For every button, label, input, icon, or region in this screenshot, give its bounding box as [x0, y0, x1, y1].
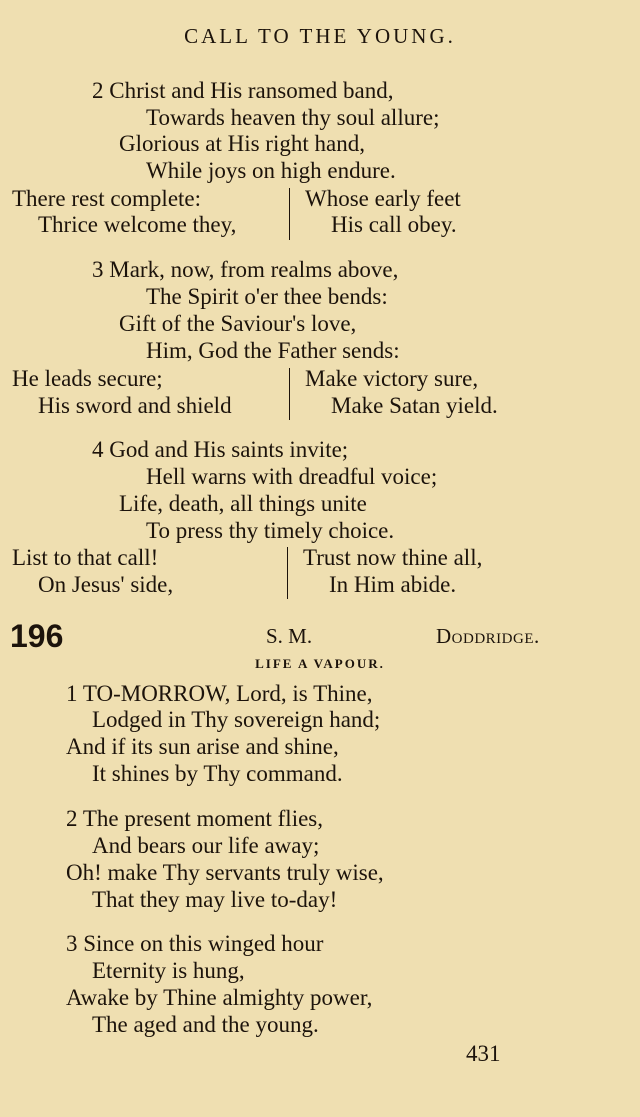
- refrain-left-line: List to that call!: [12, 545, 159, 570]
- verse-line: 3 Since on this winged hour: [66, 931, 324, 956]
- refrain-divider: [289, 188, 290, 240]
- refrain-right-line: His call obey.: [331, 212, 457, 237]
- verse-line: Gift of the Saviour's love,: [119, 311, 357, 336]
- verse-line: That they may live to-day!: [92, 887, 338, 912]
- refrain-left-line: There rest complete:: [12, 186, 202, 211]
- verse-line: 2 Christ and His ransomed band,: [92, 78, 394, 103]
- verse-line: Awake by Thine almighty power,: [66, 985, 373, 1010]
- running-head: CALL TO THE YOUNG.: [184, 24, 456, 48]
- refrain-right-line: Trust now thine all,: [303, 545, 483, 570]
- hymn-title: LIFE A VAPOUR.: [255, 656, 385, 671]
- refrain-divider: [289, 368, 290, 420]
- refrain-left-line: His sword and shield: [38, 393, 232, 418]
- verse-line: Towards heaven thy soul allure;: [146, 105, 440, 130]
- verse-line: The aged and the young.: [92, 1012, 319, 1037]
- refrain-divider: [287, 547, 288, 599]
- refrain-left-line: On Jesus' side,: [38, 572, 174, 597]
- verse-line: 3 Mark, now, from realms above,: [92, 257, 399, 282]
- refrain-left-line: Thrice welcome they,: [38, 212, 237, 237]
- verse-line: Hell warns with dreadful voice;: [146, 464, 438, 489]
- verse-line: And if its sun arise and shine,: [66, 734, 339, 759]
- verse-line: 4 God and His saints invite;: [92, 437, 349, 462]
- verse-line: Life, death, all things unite: [119, 491, 367, 516]
- verse-line: Eternity is hung,: [92, 958, 245, 983]
- verse-line: 2 The present moment flies,: [66, 806, 323, 831]
- hymn-meter: S. M.: [266, 624, 313, 648]
- verse-line: Glorious at His right hand,: [119, 131, 365, 156]
- refrain-right-line: Make victory sure,: [305, 366, 479, 391]
- verse-line: Oh! make Thy servants truly wise,: [66, 860, 384, 885]
- verse-line: While joys on high endure.: [146, 158, 396, 183]
- verse-line: The Spirit o'er thee bends:: [146, 284, 388, 309]
- refrain-right-line: Whose early feet: [305, 186, 461, 211]
- verse-line: And bears our life away;: [92, 833, 320, 858]
- refrain-right-line: Make Satan yield.: [331, 393, 498, 418]
- refrain-right-line: In Him abide.: [329, 572, 457, 597]
- verse-line: To press thy timely choice.: [146, 518, 395, 543]
- verse-line: It shines by Thy command.: [92, 761, 343, 786]
- hymn-number: 196: [10, 618, 64, 654]
- verse-line: Lodged in Thy sovereign hand;: [92, 707, 381, 732]
- refrain-left-line: He leads secure;: [12, 366, 163, 391]
- page-number: 431: [466, 1041, 501, 1066]
- hymn-author: Doddridge.: [436, 624, 540, 648]
- verse-line: 1 TO-MORROW, Lord, is Thine,: [66, 681, 373, 706]
- verse-line: Him, God the Father sends:: [146, 338, 400, 363]
